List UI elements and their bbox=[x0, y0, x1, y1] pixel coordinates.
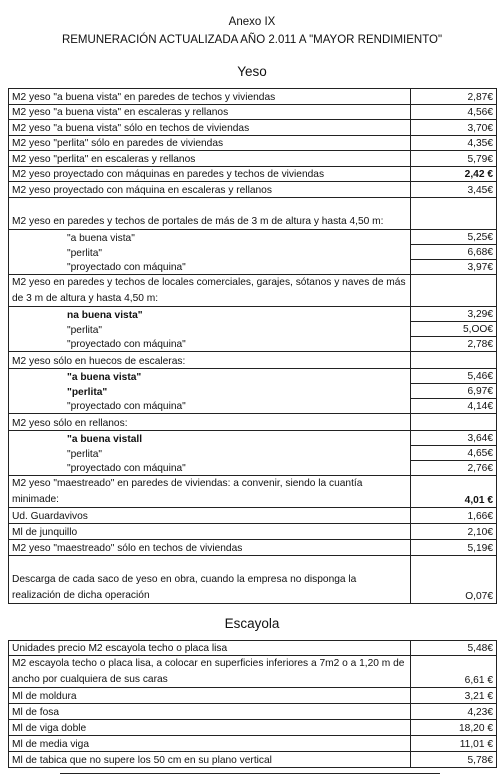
table-row bbox=[9, 167, 497, 182]
table-row bbox=[9, 736, 497, 752]
table-row bbox=[9, 136, 497, 151]
item-price: 6,61 € bbox=[411, 656, 497, 688]
item-description: Ml de fosa bbox=[9, 704, 411, 720]
item-price: 18,20 € bbox=[411, 720, 497, 736]
section-title-yeso: Yeso bbox=[237, 64, 267, 79]
item-description: "proyectado con máquina" bbox=[9, 399, 411, 414]
table-row bbox=[9, 704, 497, 720]
table-row bbox=[9, 151, 497, 167]
group-header-row bbox=[9, 198, 497, 230]
table-row bbox=[9, 476, 497, 508]
item-description: "perlita" bbox=[9, 446, 411, 461]
item-price: 6,97€ bbox=[411, 384, 497, 399]
table-row bbox=[9, 369, 497, 384]
item-price: 5,OO€ bbox=[411, 322, 497, 337]
item-price: 3,70€ bbox=[411, 120, 497, 136]
table-row bbox=[9, 120, 497, 136]
yeso-price-table bbox=[8, 88, 497, 604]
section-title-escayola: Escayola bbox=[224, 616, 280, 631]
table-row bbox=[9, 322, 497, 337]
table-row bbox=[9, 230, 497, 245]
item-price: 3,45€ bbox=[411, 182, 497, 198]
document-subtitle: REMUNERACIÓN ACTUALIZADA AÑO 2.011 A "MAYOR RENDIMIENTO" bbox=[61, 34, 443, 46]
table-row bbox=[9, 461, 497, 476]
item-description: M2 yeso "maestreado" sólo en techos de viviendas bbox=[9, 540, 411, 556]
table-row bbox=[9, 245, 497, 260]
item-description: "perlita" bbox=[9, 245, 411, 260]
table-row bbox=[9, 556, 497, 604]
group-header-row bbox=[9, 352, 497, 369]
table-row bbox=[9, 752, 497, 768]
group-description-locales: M2 yeso en paredes y techos de locales comerciales, garajes, sótanos y naves de más de 3 m de altura y hasta 4,50 m: bbox=[9, 275, 411, 307]
item-description: Ml de junquillo bbox=[9, 524, 411, 540]
item-description: Ml de media viga bbox=[9, 736, 411, 752]
group-header-row bbox=[9, 414, 497, 431]
item-price: 6,68€ bbox=[411, 245, 497, 260]
item-price: 4,23€ bbox=[411, 704, 497, 720]
item-price: O,07€ bbox=[411, 556, 497, 604]
item-price: 2,76€ bbox=[411, 461, 497, 476]
item-description: "perlita" bbox=[9, 384, 411, 399]
item-description: "a buena vista" bbox=[9, 230, 411, 245]
group-description-portales: M2 yeso en paredes y techos de portales de más de 3 m de altura y hasta 4,50 m: bbox=[9, 198, 411, 230]
item-description: Unidades precio M2 escayola techo o placa lisa bbox=[9, 641, 411, 656]
item-description: "proyectado con máquina" bbox=[9, 337, 411, 352]
item-description: M2 yeso proyectado con máquina en escaleras y rellanos bbox=[9, 182, 411, 198]
escayola-price-table bbox=[8, 640, 497, 768]
table-row bbox=[9, 182, 497, 198]
table-row bbox=[9, 89, 497, 105]
item-description: "proyectado con máquina" bbox=[9, 461, 411, 476]
item-description: "perlita" bbox=[9, 322, 411, 337]
item-price: 5,48€ bbox=[411, 641, 497, 656]
table-row bbox=[9, 384, 497, 399]
item-price: 1,66€ bbox=[411, 508, 497, 524]
page-bottom-rule bbox=[60, 773, 440, 774]
item-price: 4,56€ bbox=[411, 105, 497, 120]
item-price: 5,46€ bbox=[411, 369, 497, 384]
item-price: 3,21 € bbox=[411, 688, 497, 704]
item-price: 11,01 € bbox=[411, 736, 497, 752]
table-row bbox=[9, 446, 497, 461]
item-description: M2 yeso "perlita" en escaleras y rellanos bbox=[9, 151, 411, 167]
table-row bbox=[9, 431, 497, 446]
table-row bbox=[9, 105, 497, 120]
table-row bbox=[9, 656, 497, 688]
table-row bbox=[9, 307, 497, 322]
item-price: 3,97€ bbox=[411, 260, 497, 275]
item-price: 2,10€ bbox=[411, 524, 497, 540]
item-price: 2,87€ bbox=[411, 89, 497, 105]
item-description: M2 yeso "maestreado" en paredes de viviendas: a convenir, siendo la cuantía minimade: bbox=[9, 476, 411, 508]
item-description: Descarga de cada saco de yeso en obra, cuando la empresa no disponga la realización de dicha operación bbox=[9, 556, 411, 604]
item-price: 4,35€ bbox=[411, 136, 497, 151]
item-description: M2 yeso "perlita" sólo en paredes de viviendas bbox=[9, 136, 411, 151]
table-row bbox=[9, 540, 497, 556]
item-price: 5,25€ bbox=[411, 230, 497, 245]
item-description: M2 yeso "a buena vista" en escaleras y rellanos bbox=[9, 105, 411, 120]
item-price: 3,64€ bbox=[411, 431, 497, 446]
item-description: M2 yeso "a buena vista" en paredes de techos y viviendas bbox=[9, 89, 411, 105]
item-price: 3,29€ bbox=[411, 307, 497, 322]
item-price: 2,42 € bbox=[411, 167, 497, 182]
item-price: 4,14€ bbox=[411, 399, 497, 414]
item-price: 2,78€ bbox=[411, 337, 497, 352]
item-description: "proyectado con máquina" bbox=[9, 260, 411, 275]
item-description: "a buena vistall bbox=[9, 431, 411, 446]
item-description: Ml de viga doble bbox=[9, 720, 411, 736]
table-row bbox=[9, 508, 497, 524]
item-description: "a buena vista" bbox=[9, 369, 411, 384]
table-row bbox=[9, 688, 497, 704]
table-row bbox=[9, 720, 497, 736]
annex-title: Anexo IX bbox=[228, 16, 276, 28]
item-description: Ml de tabica que no supere los 50 cm en su plano vertical bbox=[9, 752, 411, 768]
item-price: 5,79€ bbox=[411, 151, 497, 167]
table-row bbox=[9, 524, 497, 540]
item-price: 5,78€ bbox=[411, 752, 497, 768]
item-description: na buena vista" bbox=[9, 307, 411, 322]
item-description: Ml de moldura bbox=[9, 688, 411, 704]
item-price: 5,19€ bbox=[411, 540, 497, 556]
table-row bbox=[9, 399, 497, 414]
item-description: M2 yeso "a buena vista" sólo en techos de viviendas bbox=[9, 120, 411, 136]
item-price: 4,01 € bbox=[411, 476, 497, 508]
group-header-row bbox=[9, 275, 497, 307]
group-description-huecos: M2 yeso sólo en huecos de escaleras: bbox=[9, 352, 411, 369]
table-row bbox=[9, 337, 497, 352]
table-row bbox=[9, 260, 497, 275]
item-description: M2 yeso proyectado con máquinas en paredes y techos de viviendas bbox=[9, 167, 411, 182]
item-description: M2 escayola techo o placa lisa, a colocar en superficies inferiores a 7m2 o a 1,20 m de ancho por cualquiera de sus caras bbox=[9, 656, 411, 688]
item-price: 4,65€ bbox=[411, 446, 497, 461]
item-description: Ud. Guardavivos bbox=[9, 508, 411, 524]
table-row bbox=[9, 641, 497, 656]
group-description-rellanos: M2 yeso sólo en rellanos: bbox=[9, 414, 411, 431]
